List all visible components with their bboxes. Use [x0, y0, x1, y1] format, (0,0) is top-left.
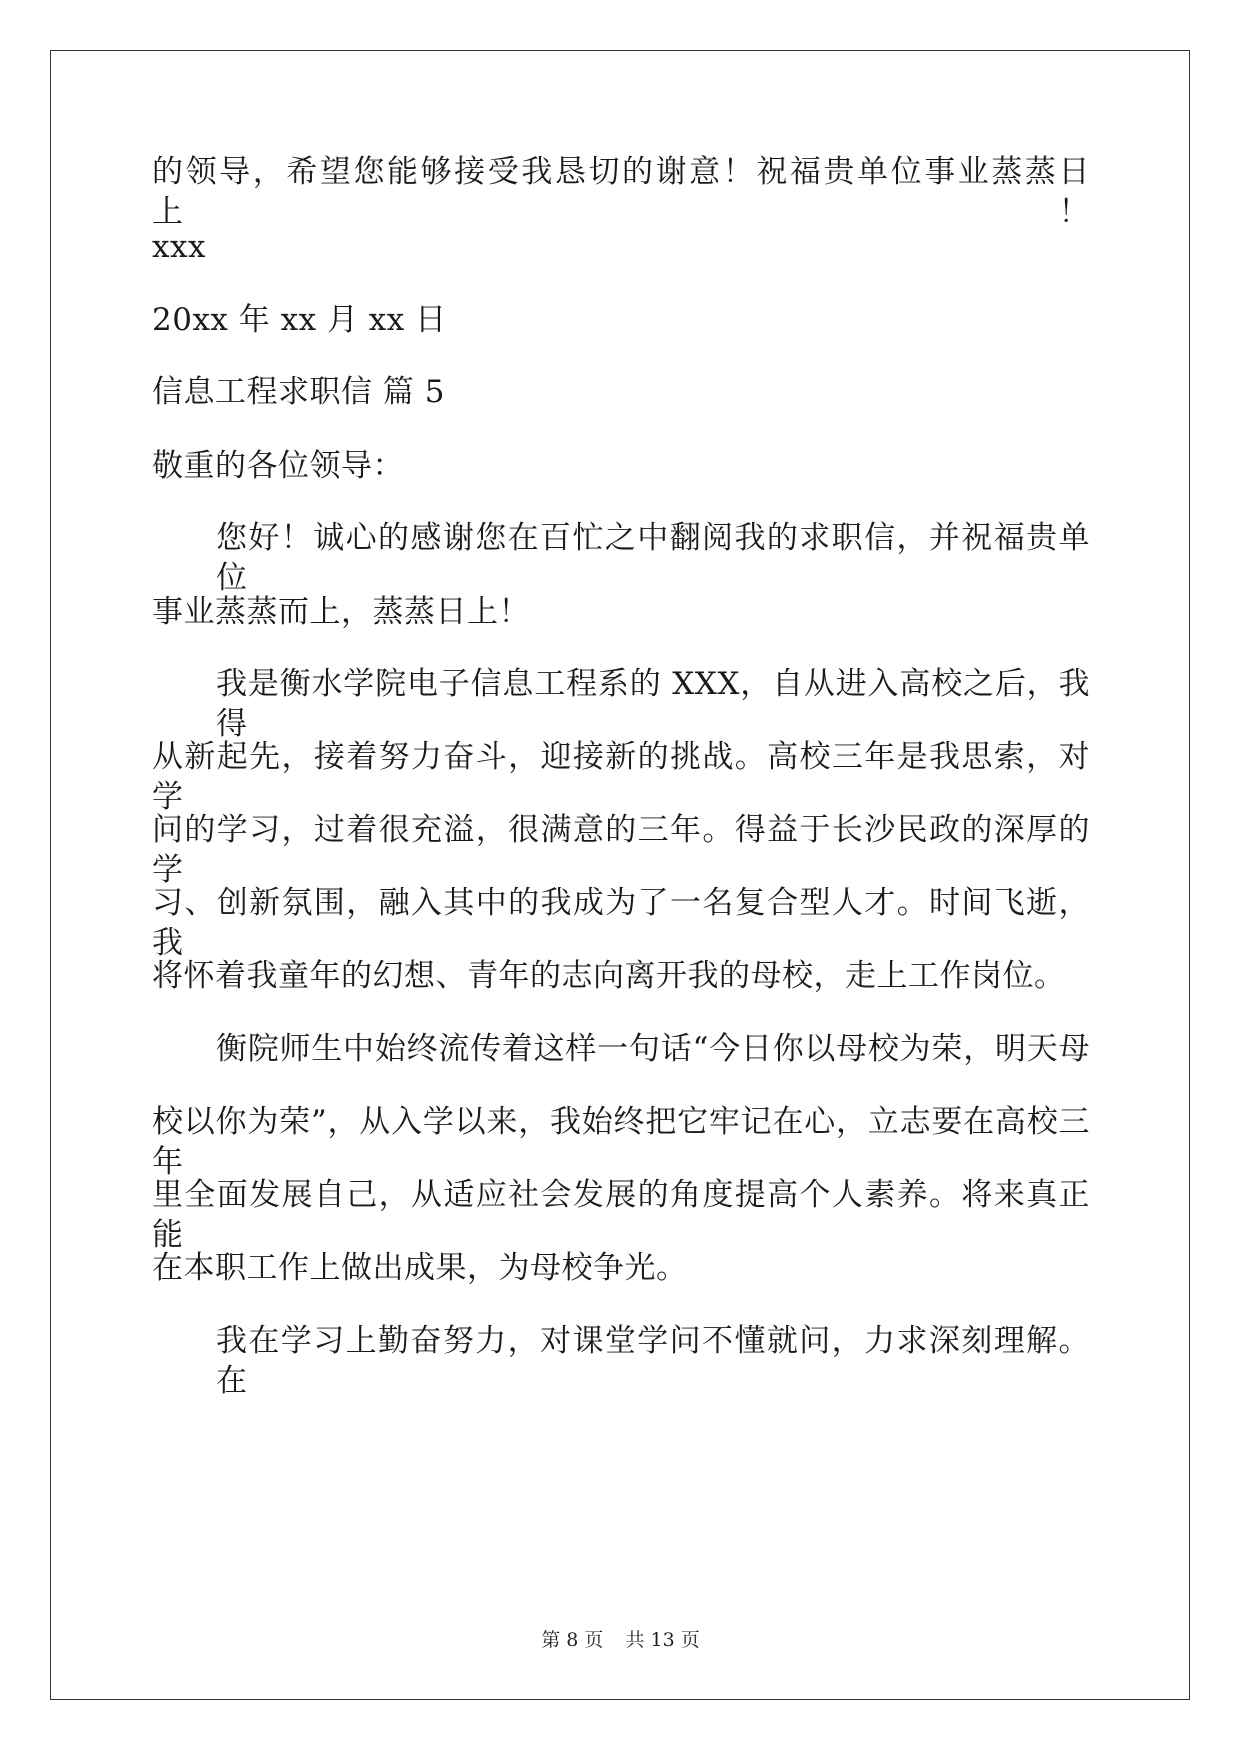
text-line: 在本职工作上做出成果，为母校争光。	[152, 1250, 688, 1286]
text-line: 我在学习上勤奋努力，对课堂学问不懂就问，力求深刻理解。在	[216, 1323, 1090, 1399]
text-line: 将怀着我童年的幻想、青年的志向离开我的母校，走上工作岗位。	[152, 958, 1066, 994]
text-line: 我是衡水学院电子信息工程系的 XXX，自从进入高校之后，我得	[216, 666, 1090, 742]
text-line: 您好！诚心的感谢您在百忙之中翻阅我的求职信，并祝福贵单位	[216, 520, 1090, 596]
page-count: 共 13 页	[625, 1629, 700, 1651]
text-line: 习、创新氛围，融入其中的我成为了一名复合型人才。时间飞逝，我	[152, 885, 1090, 961]
signature-name: xxx	[152, 229, 206, 265]
salutation: 敬重的各位领导：	[152, 448, 404, 484]
text-line: 衡院师生中始终流传着这样一句话“今日你以母校为荣，明天母	[216, 1031, 1090, 1067]
text-line: 问的学习，过着很充溢，很满意的三年。得益于长沙民政的深厚的学	[152, 812, 1090, 888]
page-number: 第 8 页	[541, 1629, 604, 1651]
text-line: 事业蒸蒸而上，蒸蒸日上！	[152, 594, 530, 630]
text-line: 里全面发展自己，从适应社会发展的角度提高个人素养。将来真正能	[152, 1177, 1090, 1253]
text-line: 从新起先，接着努力奋斗，迎接新的挑战。高校三年是我思索，对学	[152, 739, 1090, 815]
page-footer	[0, 1628, 1241, 1652]
text-line: 校以你为荣”，从入学以来，我始终把它牢记在心，立志要在高校三年	[152, 1104, 1090, 1180]
section-heading: 信息工程求职信 篇 5	[152, 374, 445, 410]
text-line: 的领导，希望您能够接受我恳切的谢意！祝福贵单位事业蒸蒸日上！	[152, 154, 1090, 230]
signature-date: 20xx 年 xx 月 xx 日	[152, 302, 447, 338]
